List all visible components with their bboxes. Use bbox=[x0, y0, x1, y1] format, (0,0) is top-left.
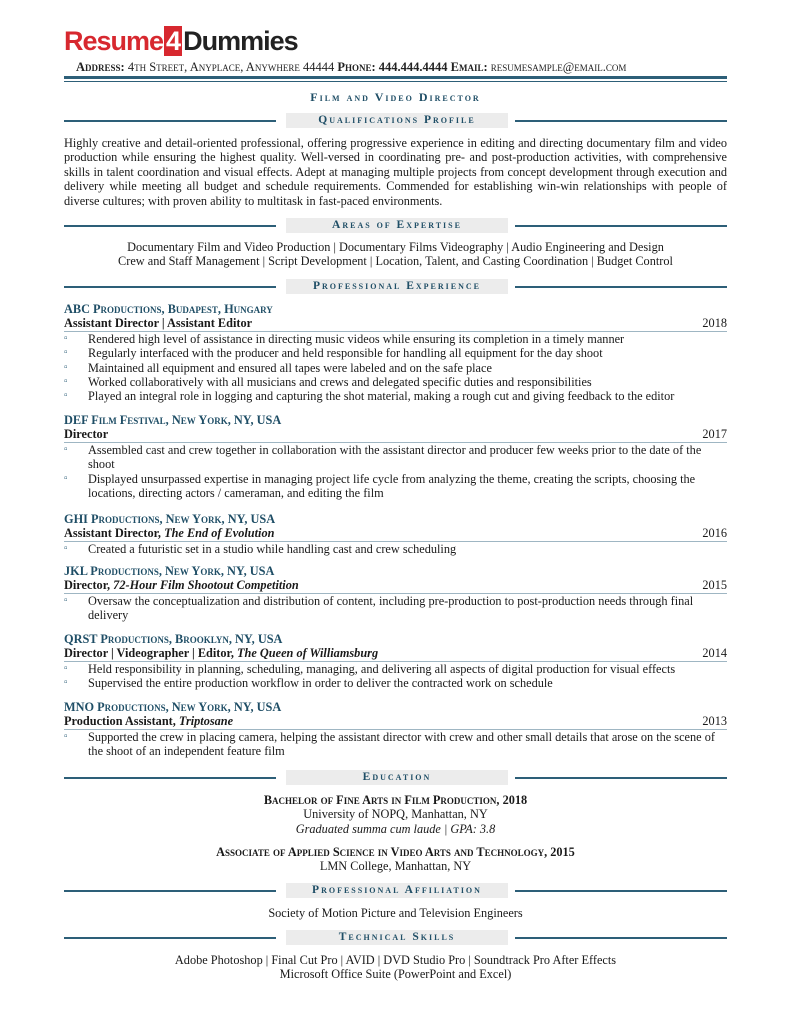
role: Director bbox=[64, 427, 109, 442]
logo bbox=[64, 26, 298, 56]
job-entry bbox=[64, 512, 727, 556]
year: 2018 bbox=[702, 316, 727, 331]
role-row bbox=[64, 526, 727, 541]
year: 2013 bbox=[702, 714, 727, 729]
section-header-expertise: Areas of Expertise bbox=[64, 218, 727, 233]
email-label: Email: bbox=[450, 60, 488, 74]
school: University of NOPQ, Manhattan, NY bbox=[303, 807, 488, 822]
bullet-item: ▫ Maintained all equipment and ensured all tapes were labeled and on the safe place bbox=[64, 361, 727, 375]
company: ABC Productions, Budapest, Hungary bbox=[64, 302, 273, 316]
affiliation: Society of Motion Picture and Television Engineers bbox=[268, 906, 523, 920]
logo-part1: Resume bbox=[64, 26, 164, 56]
role: Assistant Director | Assistant Editor bbox=[64, 316, 253, 331]
phone: 444.444.4444 bbox=[378, 60, 448, 74]
job-entry bbox=[64, 632, 727, 691]
company: JKL Productions, New York, NY, USA bbox=[64, 564, 275, 578]
company: GHI Productions, New York, NY, USA bbox=[64, 512, 276, 526]
skills-line: Microsoft Office Suite (PowerPoint and Excel) bbox=[279, 967, 512, 982]
bullet-item: ▫ Displayed unsurpassed expertise in managing project life cycle from analyzing the theme, creating the scripts, choosing the locations, directing actors / cameraman, and editing the film bbox=[64, 472, 727, 501]
expertise-line: Crew and Staff Management | Script Development | Location, Talent, and Casting Coordination | Budget Control bbox=[118, 254, 673, 269]
bullet-item: ▫ Regularly interfaced with the producer and held responsible for handling all equipment for the day shoot bbox=[64, 346, 727, 360]
header-rule bbox=[64, 76, 727, 82]
role-row bbox=[64, 427, 727, 442]
bullet-item: ▫ Supported the crew in placing camera, helping the assistant director with crew and other small details that arose on the scene of the shoot of an independent feature film bbox=[64, 730, 727, 759]
contact-line bbox=[76, 60, 626, 75]
skills-line: Adobe Photoshop | Final Cut Pro | AVID | DVD Studio Pro | Soundtrack Pro After Effects bbox=[174, 953, 617, 967]
email: resumesample@email.com bbox=[490, 60, 627, 74]
company: QRST Productions, Brooklyn, NY, USA bbox=[64, 632, 283, 646]
bullet-item: ▫ Oversaw the conceptualization and distribution of content, including pre-production to post-production needs through final delivery bbox=[64, 594, 727, 623]
bullet-item: ▫ Supervised the entire production workflow in order to deliver the contracted work on schedule bbox=[64, 676, 727, 690]
bullet-item: ▫ Rendered high level of assistance in directing music videos while ensuring its completion in a timely manner bbox=[64, 332, 727, 346]
job-entry bbox=[64, 700, 727, 759]
bullet-list bbox=[64, 662, 727, 691]
role-row bbox=[64, 316, 727, 331]
role: Director | Videographer | Editor, The Queen of Williamsburg bbox=[64, 646, 379, 661]
year: 2016 bbox=[702, 526, 727, 541]
phone-label: Phone: bbox=[337, 60, 376, 74]
job-title: Film and Video Director bbox=[310, 90, 481, 104]
logo-part3: Dummies bbox=[183, 26, 298, 56]
section-header-education: Education bbox=[64, 770, 727, 785]
degree: Bachelor of Fine Arts in Film Production, 2018 bbox=[263, 793, 528, 807]
role: Assistant Director, The End of Evolution bbox=[64, 526, 275, 541]
school: LMN College, Manhattan, NY bbox=[319, 859, 472, 874]
education-entry bbox=[64, 845, 727, 874]
logo-part2: 4 bbox=[166, 26, 181, 56]
education-entry bbox=[64, 793, 727, 836]
expertise-line: Documentary Film and Video Production | Documentary Films Videography | Audio Engineering and Design bbox=[127, 240, 664, 254]
degree: Associate of Applied Science in Video Arts and Technology, 2015 bbox=[216, 845, 575, 859]
job-entry bbox=[64, 413, 727, 500]
year: 2015 bbox=[702, 578, 727, 593]
address: 4th Street, Anyplace, Anywhere 44444 bbox=[127, 60, 335, 74]
section-header-qualifications: Qualifications Profile bbox=[64, 113, 727, 128]
bullet-item: ▫ Held responsibility in planning, scheduling, managing, and delivering all aspects of digital production for visual effects bbox=[64, 662, 727, 676]
year: 2014 bbox=[702, 646, 727, 661]
honors: Graduated summa cum laude | GPA: 3.8 bbox=[295, 821, 496, 836]
role: Production Assistant, Triptosane bbox=[64, 714, 234, 729]
expertise-list bbox=[64, 240, 727, 269]
skills-list bbox=[64, 953, 727, 982]
role: Director, 72-Hour Film Shootout Competition bbox=[64, 578, 299, 593]
role-row bbox=[64, 714, 727, 729]
section-header-experience: Professional Experience bbox=[64, 279, 727, 294]
role-row bbox=[64, 578, 727, 593]
company: DEF Film Festival, New York, NY, USA bbox=[64, 413, 282, 427]
bullet-item: ▫ Worked collaboratively with all musicians and crews and delegated specific duties and responsibilities bbox=[64, 375, 727, 389]
section-header-skills: Technical Skills bbox=[64, 930, 727, 945]
job-entry bbox=[64, 564, 727, 623]
year: 2017 bbox=[702, 427, 727, 442]
job-entry bbox=[64, 302, 727, 404]
section-header-affiliation: Professional Affiliation bbox=[64, 883, 727, 898]
company: MNO Productions, New York, NY, USA bbox=[64, 700, 282, 714]
address-label: Address: bbox=[76, 60, 125, 74]
profile-summary: Highly creative and detail-oriented professional, offering progressive experience in editing and directing documentary film and video production while ensuring the highest quality. Well-versed in coordinating pre- and post-production activities, with comprehensive skills in talent coordination and visual effects. Adept at managing multiple projects from concept development through execution and delivery while meeting all budget and schedule requirements. Commended for establishing win-win relationships with people of diverse cultures; with proven ability to multitask in fast-paced environments. bbox=[64, 136, 727, 208]
bullet-item: ▫ Created a futuristic set in a studio while handling cast and crew scheduling bbox=[64, 542, 727, 556]
role-row bbox=[64, 646, 727, 661]
bullet-list bbox=[64, 542, 727, 556]
bullet-list bbox=[64, 594, 727, 623]
bullet-list bbox=[64, 730, 727, 759]
bullet-item: ▫ Played an integral role in logging and capturing the shot material, making a rough cut and giving feedback to the editor bbox=[64, 389, 727, 403]
bullet-item: ▫ Assembled cast and crew together in collaboration with the assistant director and producer few weeks prior to the date of the shoot bbox=[64, 443, 727, 472]
bullet-list bbox=[64, 332, 727, 404]
bullet-list bbox=[64, 443, 727, 501]
